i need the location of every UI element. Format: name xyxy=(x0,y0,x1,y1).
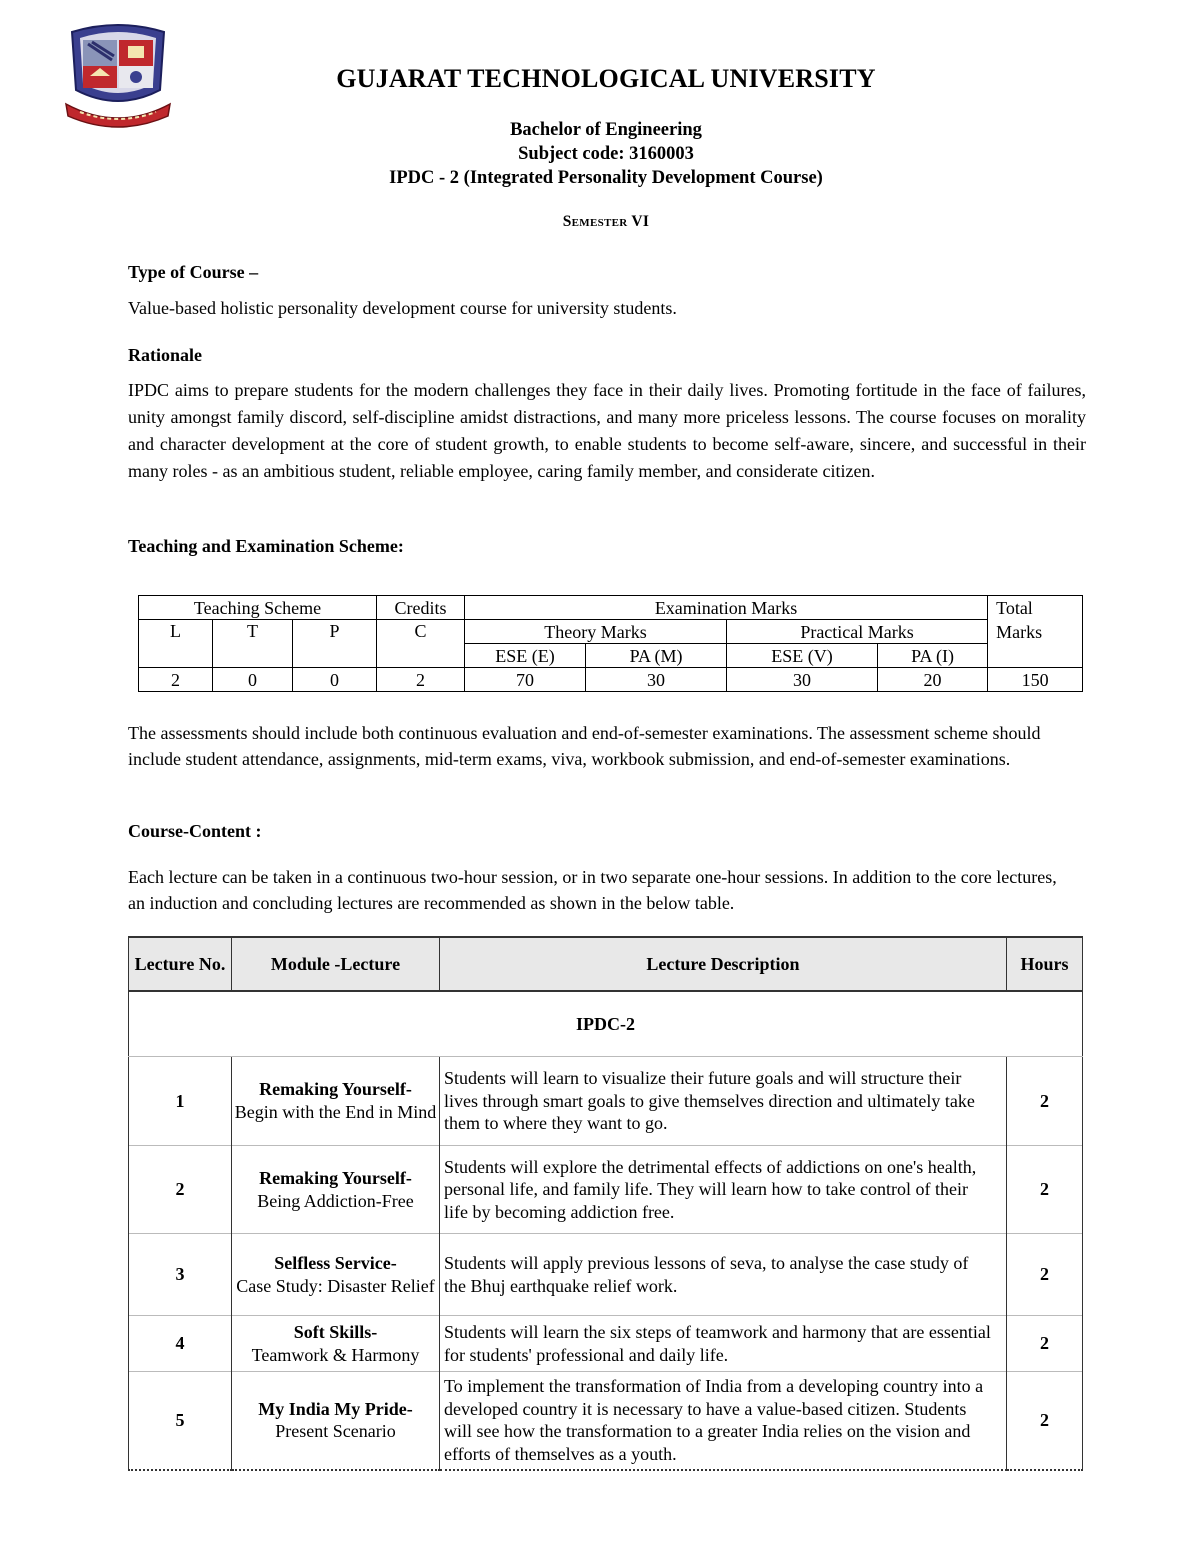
type-of-course-heading: Type of Course – xyxy=(128,262,259,282)
practical-marks-header: Practical Marks xyxy=(727,620,988,644)
lecture-description: Students will explore the detrimental effects of addictions on one's health, personal life, and family life. They will learn how to take control of their life by becoming addiction free. xyxy=(440,1146,1007,1234)
l-value: 2 xyxy=(139,668,213,692)
ese-v-value: 30 xyxy=(727,668,878,692)
course-table xyxy=(128,936,1083,1471)
table-row xyxy=(129,1057,1083,1146)
lecture-hours: 2 xyxy=(1007,1146,1083,1234)
module-cell xyxy=(232,1146,440,1234)
scheme-heading: Teaching and Examination Scheme: xyxy=(128,536,404,556)
lecture-description: To implement the transformation of India from a developing country into a developed country it is necessary to have a value-based citizen. Students will see how the transformation to a greater India relies on the vision and efforts of themselves as a youth. xyxy=(440,1372,1007,1470)
description-header: Lecture Description xyxy=(440,937,1007,991)
module-name: Selfless Service- xyxy=(274,1252,397,1273)
degree-title: Bachelor of Engineering xyxy=(510,120,702,140)
lecture-name: Begin with the End in Mind xyxy=(234,1102,437,1122)
lecture-hours: 2 xyxy=(1007,1057,1083,1146)
exam-marks-header: Examination Marks xyxy=(465,596,988,620)
theory-marks-header: Theory Marks xyxy=(465,620,727,644)
lecture-hours: 2 xyxy=(1007,1316,1083,1372)
lecture-number: 5 xyxy=(129,1372,232,1470)
l-header: L xyxy=(139,620,213,668)
hours-header: Hours xyxy=(1007,937,1083,991)
subject-code: Subject code: 3160003 xyxy=(518,144,694,164)
semester-label: Semester VI xyxy=(562,213,650,230)
rationale-heading: Rationale xyxy=(128,345,202,365)
lecture-name: Case Study: Disaster Relief xyxy=(236,1275,435,1296)
course-title: IPDC - 2 (Integrated Personality Development Course) xyxy=(389,168,823,188)
table-row xyxy=(129,1146,1083,1234)
ese-e-header: ESE (E) xyxy=(465,644,586,668)
module-name: My India My Pride- xyxy=(258,1398,413,1419)
teaching-scheme-header: Teaching Scheme xyxy=(139,596,377,620)
lecture-name: Present Scenario xyxy=(275,1421,396,1442)
scheme-table xyxy=(138,595,1083,692)
lecture-number: 2 xyxy=(129,1146,232,1234)
c-value: 2 xyxy=(377,668,465,692)
course-content-heading: Course-Content : xyxy=(128,821,262,841)
pa-m-header: PA (M) xyxy=(586,644,727,668)
module-name: Remaking Yourself- xyxy=(259,1079,412,1100)
section-title: IPDC-2 xyxy=(129,991,1083,1057)
pa-i-value: 20 xyxy=(878,668,988,692)
module-cell xyxy=(232,1316,440,1372)
ese-v-header: ESE (V) xyxy=(727,644,878,668)
t-value: 0 xyxy=(213,668,293,692)
lecture-no-header: Lecture No. xyxy=(129,937,232,991)
module-cell xyxy=(232,1372,440,1470)
module-cell xyxy=(232,1234,440,1316)
type-of-course-text: Value-based holistic personality development course for university students. xyxy=(128,298,677,318)
lecture-name: Being Addiction-Free xyxy=(257,1190,414,1211)
lecture-number: 1 xyxy=(129,1057,232,1146)
lecture-description: Students will apply previous lessons of seva, to analyse the case study of the Bhuj earthquake relief work. xyxy=(440,1234,1007,1316)
lecture-description: Students will learn the six steps of teamwork and harmony that are essential for students' professional and daily life. xyxy=(440,1316,1007,1372)
lecture-number: 3 xyxy=(129,1234,232,1316)
university-title: GUJARAT TECHNOLOGICAL UNIVERSITY xyxy=(336,64,876,93)
table-row xyxy=(129,1372,1083,1470)
module-name: Remaking Yourself- xyxy=(259,1167,412,1188)
c-header: C xyxy=(377,620,465,668)
module-name: Soft Skills- xyxy=(293,1321,378,1342)
lecture-description: Students will learn to visualize their future goals and will structure their lives through smart goals to give themselves direction and ultimately take them to where they want to go. xyxy=(440,1057,1007,1146)
total-marks-header: Total Marks xyxy=(988,596,1083,668)
lecture-hours: 2 xyxy=(1007,1372,1083,1470)
total-value: 150 xyxy=(988,668,1083,692)
p-header: P xyxy=(293,620,377,668)
rationale-text: IPDC aims to prepare students for the modern challenges they face in their daily lives. Promoting fortitude in the face of failures, unity amongst family discord, self-discipline amidst distractions, and many more priceless lessons. The course focuses on morality and character development at the core of student growth, to enable students to become self-aware, sincere, and successful in their many roles - as an ambitious student, reliable employee, caring family member, and considerate citizen. xyxy=(128,380,1086,481)
p-value: 0 xyxy=(293,668,377,692)
lecture-hours: 2 xyxy=(1007,1234,1083,1316)
module-header: Module -Lecture xyxy=(232,937,440,991)
lecture-number: 4 xyxy=(129,1316,232,1372)
assessment-text: The assessments should include both continuous evaluation and end-of-semester examinations. The assessment scheme should include student attendance, assignments, mid-term exams, viva, workbook submission, and end-of-semester examinations. xyxy=(128,723,1041,769)
credits-header: Credits xyxy=(377,596,465,620)
table-row xyxy=(129,1316,1083,1372)
course-content-text: Each lecture can be taken in a continuous two-hour session, or in two separate one-hour sessions. In addition to the core lectures, an induction and concluding lectures are recommended as shown in the below table. xyxy=(128,867,1057,913)
pa-m-value: 30 xyxy=(586,668,727,692)
t-header: T xyxy=(213,620,293,668)
lecture-name: Teamwork & Harmony xyxy=(251,1344,420,1365)
ese-e-value: 70 xyxy=(465,668,586,692)
pa-i-header: PA (I) xyxy=(878,644,988,668)
module-cell xyxy=(232,1057,440,1146)
table-row xyxy=(129,1234,1083,1316)
